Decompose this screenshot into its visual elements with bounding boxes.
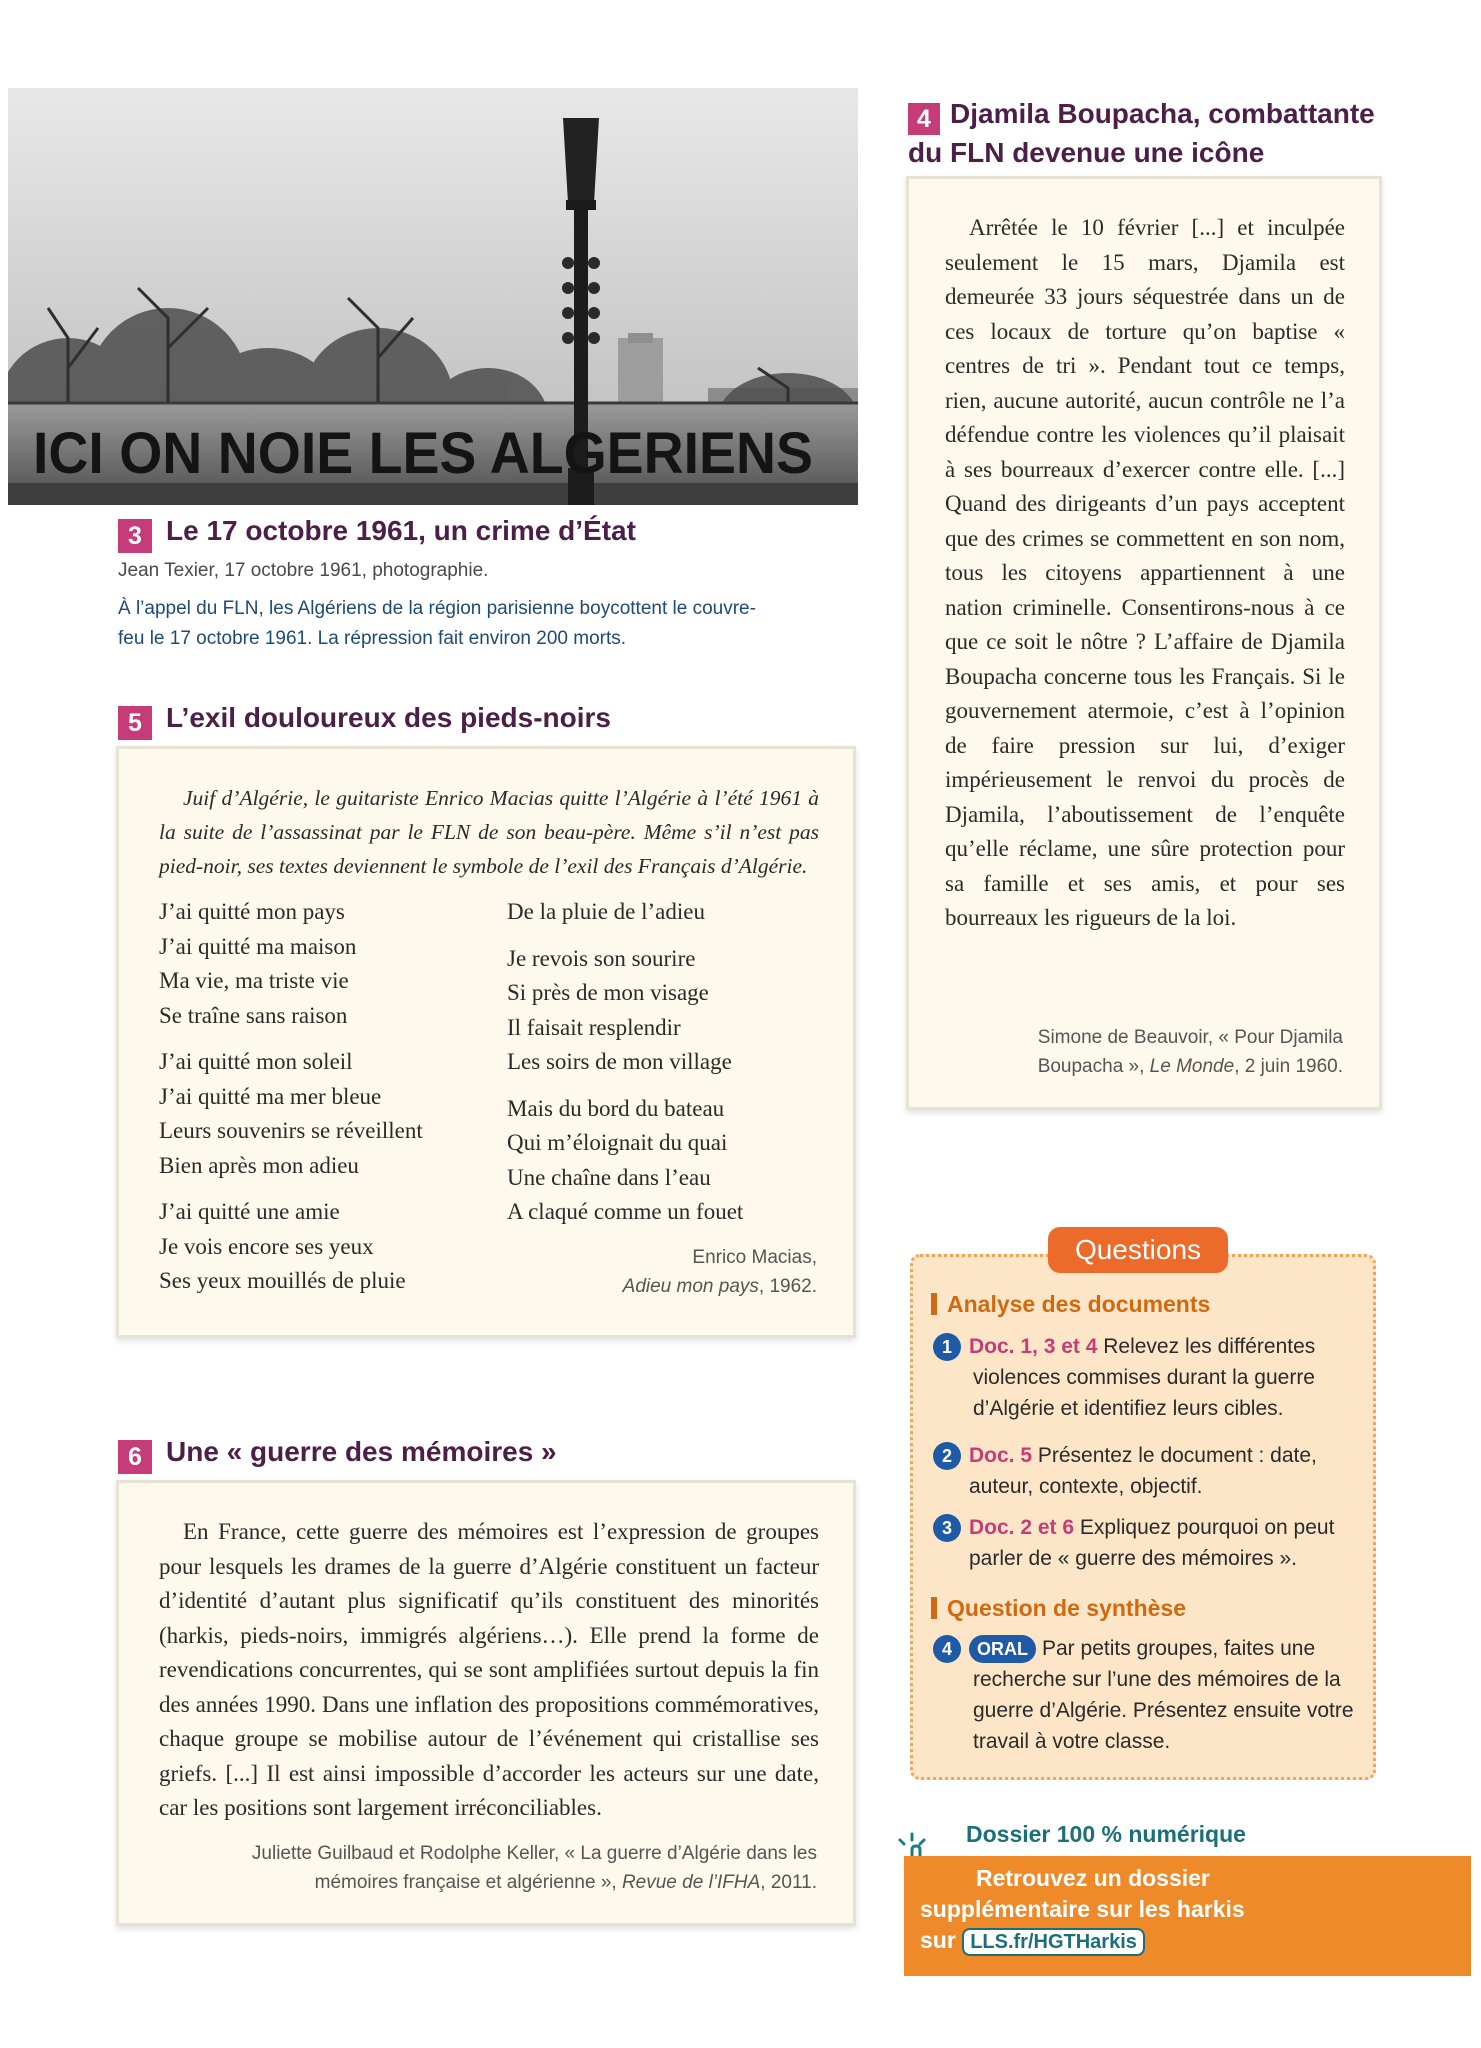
dossier-heading: Dossier 100 % numérique	[966, 1821, 1246, 1847]
doc4-source-line1: Simone de Beauvoir, « Pour Djamila	[1037, 1027, 1343, 1048]
poem-line: Les soirs de mon village	[507, 1049, 732, 1074]
questions-title: Questions	[1048, 1227, 1228, 1273]
dossier-banner[interactable]	[904, 1856, 1471, 1976]
poem-line: Bien après mon adieu	[159, 1152, 359, 1178]
doc4-number: 4	[908, 103, 940, 135]
doc3-number: 3	[118, 519, 152, 553]
question-number: 4	[933, 1635, 961, 1663]
doc5-box	[116, 746, 856, 1338]
doc3-photo	[8, 88, 858, 505]
doc5-source	[417, 1243, 817, 1301]
question-text: Présentez le document : date, auteur, contexte, objectif.	[969, 1444, 1317, 1498]
dossier-line2: supplémentaire sur les harkis	[920, 1896, 1245, 1922]
synthesis-heading	[931, 1595, 1186, 1622]
doc5-number: 5	[118, 706, 152, 740]
analysis-heading	[931, 1291, 1210, 1318]
doc6-text: En France, cette guerre des mémoires est l’expression de groupes pour lesquels les drames de la guerre d’Algérie constituent un facteur d’identité d’autant plus significatif qu’ils constituent des minorités (harkis, pieds-noirs, immigrés algériens…). Elle prend la forme de revendications concurrentes, qui se sont amplifiées surtout depuis la fin des années 1990. Dans une inflation des propositions commémoratives, chaque groupe se mobilise autour de l’événement qui cristallise ses griefs. [...] Il est ainsi impossible d’accorder les acteurs sur une date, car les positions sont largement irréconciliables.	[159, 1519, 819, 1820]
dossier-line1: Retrouvez un dossier	[976, 1865, 1210, 1891]
stanza	[507, 895, 827, 930]
poem-line: J’ai quitté ma maison	[159, 933, 357, 959]
doc3-caption-line1: À l’appel du FLN, les Algériens de la région parisienne boycottent le couvre-	[118, 598, 756, 619]
stanza	[507, 1092, 827, 1230]
poem-line: Se traîne sans raison	[159, 1002, 348, 1028]
doc6-header	[118, 1434, 878, 1474]
question-3	[933, 1512, 1355, 1574]
stanza	[159, 1045, 499, 1183]
poem-line: Il faisait resplendir	[507, 1014, 681, 1040]
doc4-title-line2: du FLN devenue une icône	[908, 136, 1265, 168]
oral-badge: ORAL	[969, 1635, 1036, 1663]
poem-line: De la pluie de l’adieu	[507, 899, 705, 924]
doc6-number: 6	[118, 1440, 152, 1474]
doc5-poem-right	[507, 895, 827, 1242]
heading-bar	[931, 1293, 937, 1315]
question-number: 3	[933, 1514, 961, 1542]
question-ref: Doc. 1, 3 et 4	[969, 1335, 1098, 1358]
doc5-source-year: , 1962.	[758, 1276, 817, 1297]
question-text: Par petits groupes, faites une recherche sur l’une des mémoires de la guerre d’Algérie. Présentez ensuite votre travail à votre classe.	[973, 1637, 1354, 1753]
stanza	[159, 895, 499, 1033]
question-4	[933, 1633, 1355, 1757]
doc4-source-newspaper: Le Monde	[1149, 1056, 1235, 1077]
doc4-title-line1: Djamila Boupacha, combattante	[950, 98, 1375, 129]
poem-line: Ma vie, ma triste vie	[159, 968, 349, 993]
doc6-source-line2	[137, 1868, 817, 1897]
photo-illustration	[8, 88, 858, 505]
doc3-caption-line2: feu le 17 octobre 1961. La répression fait environ 200 morts.	[118, 628, 627, 649]
doc5-header	[118, 700, 878, 740]
question-2	[933, 1440, 1355, 1502]
graffiti-text: ICI ON NOIE LES ALGERIENS	[33, 421, 813, 486]
dossier-sur: sur	[920, 1927, 956, 1953]
doc5-source-title: Adieu mon pays	[622, 1276, 759, 1297]
question-number: 1	[933, 1333, 961, 1361]
doc4-source-part: Boupacha »,	[1037, 1056, 1150, 1077]
doc5-intro: Juif d’Algérie, le guitariste Enrico Macias quitte l’Algérie à l’été 1961 à la suite de l’assassinat par le FLN de son beau-père. Même s’il n’est pas pied-noir, ses textes deviennent le symbole de l’exil des Français d’Algérie.	[159, 786, 819, 878]
doc4-source	[923, 1023, 1343, 1081]
synthesis-heading-text: Question de synthèse	[947, 1595, 1187, 1621]
questions-panel	[910, 1254, 1376, 1780]
doc6-source-journal: Revue de l’IFHA	[621, 1872, 761, 1893]
doc6-source	[137, 1839, 817, 1897]
question-ref: Doc. 5	[969, 1444, 1033, 1467]
analysis-heading-text: Analyse des documents	[947, 1291, 1211, 1317]
heading-bar	[931, 1597, 937, 1619]
doc6-source-part: mémoires française et algérienne »,	[314, 1872, 622, 1893]
poem-line: J’ai quitté une amie	[159, 1199, 340, 1224]
doc4-box	[906, 176, 1382, 1110]
doc5-source-work	[417, 1272, 817, 1301]
doc5-source-author: Enrico Macias,	[692, 1247, 817, 1268]
poem-line: Mais du bord du bateau	[507, 1095, 725, 1121]
doc3-header	[118, 513, 878, 553]
poem-line: Je revois son sourire	[507, 945, 696, 971]
doc4-header	[908, 96, 1468, 171]
doc3-title: Le 17 octobre 1961, un crime d’État	[166, 515, 636, 546]
doc4-source-line2	[923, 1052, 1343, 1081]
question-number: 2	[933, 1442, 961, 1470]
dossier-link[interactable]: LLS.fr/HGTHarkis	[962, 1928, 1145, 1956]
poem-line: Leurs souvenirs se réveillent	[159, 1118, 423, 1143]
poem-line: J’ai quitté mon pays	[159, 899, 345, 924]
doc6-title: Une « guerre des mémoires »	[166, 1436, 557, 1467]
poem-line: J’ai quitté mon soleil	[159, 1049, 353, 1074]
poem-line: Ses yeux mouillés de pluie	[159, 1268, 406, 1293]
doc6-source-year: , 2011.	[760, 1872, 817, 1893]
poem-line: Qui m’éloignait du quai	[507, 1130, 728, 1155]
question-text: Expliquez pourquoi on peut parler de « guerre des mémoires ».	[969, 1516, 1335, 1570]
doc4-source-date: , 2 juin 1960.	[1234, 1056, 1343, 1077]
poem-line: A claqué comme un fouet	[507, 1199, 744, 1224]
doc6-box	[116, 1480, 856, 1926]
doc3-credit: Jean Texier, 17 octobre 1961, photographie.	[118, 560, 489, 581]
doc5-title: L’exil douloureux des pieds-noirs	[166, 702, 611, 733]
question-text: Relevez les différentes violences commises durant la guerre d’Algérie et identifiez leurs cibles.	[973, 1335, 1316, 1420]
question-ref: Doc. 2 et 6	[969, 1516, 1075, 1539]
dossier-line3	[920, 1925, 1145, 1956]
question-1	[933, 1331, 1355, 1424]
doc3-caption	[118, 594, 868, 654]
doc4-text: Arrêtée le 10 février [...] et inculpée seulement le 15 mars, Djamila est demeurée 33 jours séquestrée dans un de ces locaux de torture qu’on baptise « centres de tri ». Pendant tout ce temps, rien, aucune autorité, aucun contrôle ne l’a défendue contre les violences qu’il plaisait à ses bourreaux d’exercer contre elle. [...] Quand des dirigeants d’un pays acceptent que des crimes se commettent en son nom, tous les citoyens appartiennent à une nation criminelle. Consentirons-nous à ce que ce soit le nôtre ? L’affaire de Djamila Boupacha concerne tous les Français. Si le gouvernement atermoie, c’est à l’opinion de faire pression sur lui, d’exiger impérieusement le renvoi du procès de Djamila, l’aboutissement de l’enquête qu’elle réclame, une sûre protection pour sa famille et ses amis, et pour ses bourreaux les rigueurs de la loi.	[945, 215, 1345, 930]
stanza	[507, 942, 827, 1080]
doc6-source-line1: Juliette Guilbaud et Rodolphe Keller, « La guerre d’Algérie dans les	[251, 1843, 817, 1864]
poem-line: Je vois encore ses yeux	[159, 1233, 374, 1259]
poem-line: Si près de mon visage	[507, 980, 709, 1005]
poem-line: J’ai quitté ma mer bleue	[159, 1083, 382, 1109]
poem-line: Une chaîne dans l’eau	[507, 1164, 711, 1190]
